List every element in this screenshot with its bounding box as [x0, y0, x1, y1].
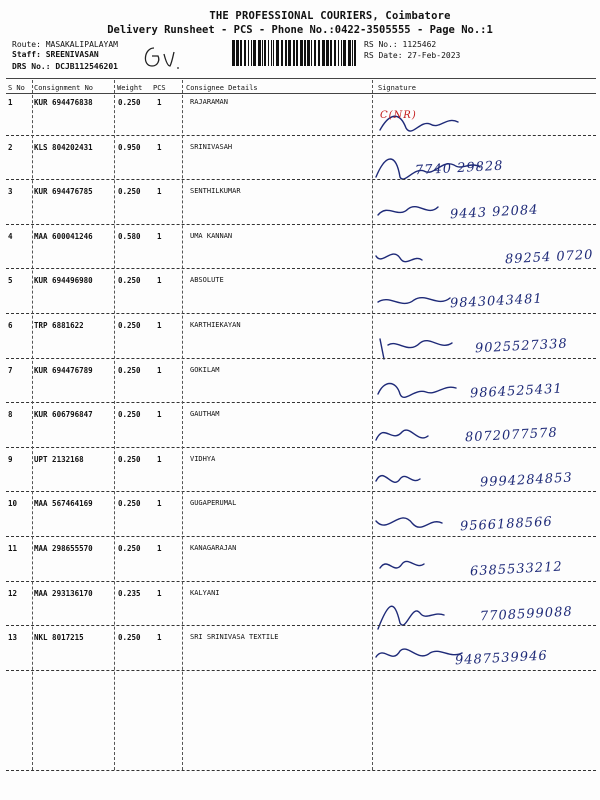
- row-pcs: 1: [157, 142, 162, 152]
- row-sno: 9: [8, 454, 13, 464]
- row-weight: 0.250: [118, 365, 141, 375]
- signature-phone-note: 7740 29828: [414, 158, 504, 178]
- signature-scribble: [370, 102, 595, 146]
- signature-phone-note: 9443 92084: [449, 202, 539, 223]
- row-consignee: ABSOLUTE: [190, 276, 224, 285]
- runsheet-subtitle: Delivery Runsheet - PCS - Phone No.:0422-3505555 - Page No.:1: [107, 24, 493, 36]
- signature-phone-note: 7708599088: [479, 604, 574, 625]
- column-divider: [114, 80, 115, 770]
- row-weight: 0.250: [118, 633, 141, 643]
- col-consignee: Consignee Details: [186, 84, 258, 92]
- row-consignee: VIDHYA: [190, 454, 216, 463]
- row-consignment-no: MAA 600041246: [34, 231, 93, 241]
- row-separator: [6, 224, 596, 225]
- row-consignee: SRI SRINIVASA TEXTILE: [190, 633, 279, 642]
- row-separator: [6, 670, 596, 671]
- row-consignment-no: UPT 2132168: [34, 454, 84, 464]
- row-sno: 7: [8, 365, 13, 375]
- row-consignment-no: TRP 6881622: [34, 321, 84, 330]
- row-consignment-no: KUR 694476785: [34, 187, 93, 197]
- row-consignee: SRINIVASAH: [190, 142, 233, 151]
- row-weight: 0.250: [118, 544, 141, 553]
- signature-phone-note: 9025527338: [474, 336, 569, 357]
- row-pcs: 1: [157, 588, 162, 598]
- route-label: Route: MASAKALIPALAYAM: [12, 40, 118, 49]
- rs-date: RS Date: 27-Feb-2023: [364, 51, 461, 60]
- row-weight: 0.250: [118, 454, 141, 464]
- signature-phone-note: C(NR): [380, 110, 417, 121]
- row-pcs: 1: [157, 454, 162, 464]
- row-consignee: KANAGARAJAN: [190, 544, 237, 552]
- row-pcs: 1: [157, 187, 162, 197]
- row-sno: 10: [8, 499, 18, 509]
- row-consignment-no: KUR 694476789: [34, 365, 93, 375]
- row-consignee: UMA KANNAN: [190, 231, 233, 240]
- row-separator: [6, 313, 596, 314]
- row-weight: 0.235: [118, 588, 141, 598]
- row-weight: 0.580: [118, 231, 141, 241]
- col-signature: Signature: [378, 84, 416, 92]
- row-pcs: 1: [157, 98, 162, 107]
- row-weight: 0.250: [118, 410, 141, 420]
- column-divider: [182, 80, 183, 770]
- row-consignee: RAJARAMAN: [190, 98, 228, 106]
- row-consignee: GUGAPERUMAL: [190, 499, 237, 508]
- staff-label: Staff: SREENIVASAN: [12, 50, 99, 59]
- row-weight: 0.950: [118, 142, 141, 152]
- row-consignee: GOKILAM: [190, 365, 220, 374]
- signature-phone-note: 6385533212: [469, 559, 564, 580]
- barcode-image: [232, 40, 356, 66]
- row-consignee: KARTHIEKAYAN: [190, 321, 241, 329]
- row-consignment-no: MAA 293136170: [34, 588, 93, 598]
- row-consignment-no: NKL 8017215: [34, 633, 84, 643]
- col-pcs: PCS: [153, 84, 166, 92]
- row-separator: [6, 536, 596, 537]
- col-consignment: Consignment No: [34, 84, 94, 92]
- row-sno: 5: [8, 276, 13, 286]
- rs-number: RS No.: 1125462: [364, 40, 437, 49]
- signature-phone-note: 9864525431: [469, 381, 564, 402]
- row-pcs: 1: [157, 544, 162, 553]
- signature-phone-note: 89254 0720: [504, 247, 594, 268]
- row-consignment-no: KUR 694476838: [34, 98, 93, 107]
- column-divider: [372, 80, 373, 770]
- row-consignment-no: MAA 567464169: [34, 499, 93, 509]
- row-consignment-no: MAA 298655570: [34, 544, 93, 553]
- footer-rule: [6, 770, 596, 771]
- row-separator: [6, 402, 596, 403]
- row-consignee: SENTHILKUMAR: [190, 187, 241, 196]
- signature-phone-note: 9566188566: [459, 514, 554, 535]
- row-separator: [6, 491, 596, 492]
- row-separator: [6, 135, 596, 136]
- col-weight: Weight: [117, 84, 143, 92]
- header-rule: [6, 78, 596, 79]
- row-separator: [6, 581, 596, 582]
- signature-phone-note: 9994284853: [479, 470, 574, 491]
- row-sno: 3: [8, 187, 13, 197]
- row-sno: 11: [8, 544, 18, 553]
- row-weight: 0.250: [118, 276, 141, 286]
- row-sno: 4: [8, 231, 13, 241]
- row-consignment-no: KUR 606796847: [34, 410, 93, 420]
- row-pcs: 1: [157, 276, 162, 286]
- row-sno: 8: [8, 410, 13, 420]
- drs-number: DRS No.: DCJB112546201: [12, 62, 118, 71]
- row-separator: [6, 447, 596, 448]
- row-sno: 2: [8, 142, 13, 152]
- row-pcs: 1: [157, 321, 162, 330]
- row-pcs: 1: [157, 410, 162, 420]
- handwritten-initials: [140, 40, 190, 76]
- row-pcs: 1: [157, 633, 162, 643]
- col-sno: S No: [8, 84, 25, 92]
- signature-phone-note: 9843043481: [449, 291, 544, 312]
- row-sno: 13: [8, 633, 18, 643]
- row-weight: 0.250: [118, 321, 141, 330]
- row-separator: [6, 625, 596, 626]
- row-pcs: 1: [157, 365, 162, 375]
- row-consignment-no: KUR 694496980: [34, 276, 93, 286]
- row-separator: [6, 268, 596, 269]
- column-divider: [32, 80, 33, 770]
- row-weight: 0.250: [118, 98, 141, 107]
- row-consignee: GAUTHAM: [190, 410, 220, 419]
- row-pcs: 1: [157, 231, 162, 241]
- row-pcs: 1: [157, 499, 162, 509]
- row-sno: 1: [8, 98, 13, 107]
- row-weight: 0.250: [118, 187, 141, 197]
- company-title: THE PROFESSIONAL COURIERS, Coimbatore: [209, 10, 451, 22]
- row-consignment-no: KLS 804202431: [34, 142, 93, 152]
- row-sno: 6: [8, 321, 13, 330]
- row-separator: [6, 358, 596, 359]
- row-consignee: KALYANI: [190, 588, 220, 597]
- row-separator: [6, 179, 596, 180]
- row-weight: 0.250: [118, 499, 141, 509]
- signature-phone-note: 9487539946: [454, 648, 549, 669]
- signature-phone-note: 8072077578: [464, 425, 559, 446]
- header-bottom-rule: [6, 93, 596, 94]
- row-sno: 12: [8, 588, 18, 598]
